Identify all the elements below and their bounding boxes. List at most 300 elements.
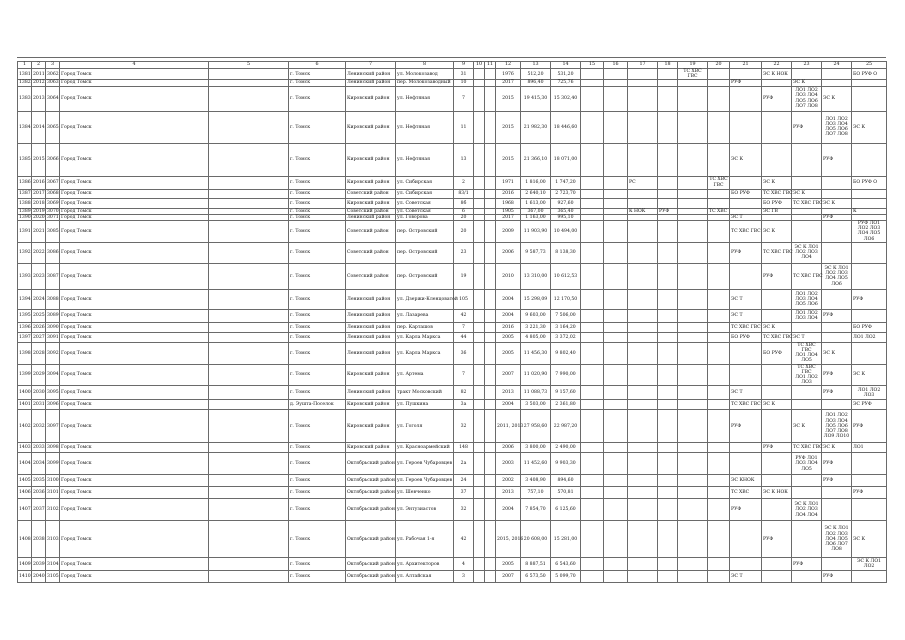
table-cell: 1968 xyxy=(496,198,521,208)
table-cell xyxy=(628,342,658,364)
table-cell xyxy=(474,309,485,322)
table-cell: Советский район xyxy=(346,189,396,198)
table-cell xyxy=(730,342,762,364)
table-cell: ул. Героев Чубаровцев xyxy=(396,475,454,487)
table-cell: 1392 xyxy=(18,242,32,263)
column-header-9: 9 xyxy=(454,62,474,69)
table-cell xyxy=(762,499,792,521)
table-cell xyxy=(730,69,762,80)
table-cell: ул. Сибирская xyxy=(396,189,454,198)
table-row xyxy=(18,309,887,322)
table-cell: 1391 xyxy=(18,221,32,243)
table-cell xyxy=(658,263,678,289)
table-cell: ТС ХВС ГВС xyxy=(762,242,792,263)
table-cell: 3 164,20 xyxy=(551,322,581,332)
table-row xyxy=(18,242,887,263)
table-cell: 1383 xyxy=(18,86,32,111)
table-cell: 3071 xyxy=(47,214,59,220)
table-cell xyxy=(658,453,678,475)
table-cell: 2002 xyxy=(496,475,521,487)
table-cell xyxy=(209,176,289,189)
table-cell: ЭС К xyxy=(822,342,852,364)
table-cell xyxy=(678,571,708,583)
table-cell: 15 302,40 xyxy=(551,86,581,111)
table-cell: ТС ХВС xyxy=(708,208,730,214)
table-cell: 2 723,70 xyxy=(551,189,581,198)
table-cell: 1395 xyxy=(18,309,32,322)
table-cell: РУФ xyxy=(822,386,852,400)
table-cell xyxy=(474,86,485,111)
table-cell: Город Томск xyxy=(60,558,209,571)
table-cell xyxy=(604,242,628,263)
table-cell: Город Томск xyxy=(60,571,209,583)
table-cell xyxy=(852,342,887,364)
table-cell xyxy=(658,487,678,499)
table-cell: 42 xyxy=(454,309,474,322)
table-cell: Ленинский район xyxy=(346,332,396,342)
table-cell xyxy=(604,475,628,487)
table-row xyxy=(18,475,887,487)
table-cell: 367,00 xyxy=(521,208,551,214)
table-cell: Город Томск xyxy=(60,309,209,322)
table-cell: 2035 xyxy=(32,475,46,487)
table-cell: Кировский район xyxy=(346,176,396,189)
table-cell: 1 816,00 xyxy=(521,176,551,189)
table-cell: 1382 xyxy=(19,80,31,86)
table-cell xyxy=(708,322,730,332)
table-cell: г. Томск xyxy=(289,176,346,189)
table-row xyxy=(18,322,887,332)
table-cell: 42 xyxy=(454,521,474,558)
table-cell: 3097 xyxy=(46,410,60,443)
table-cell: 6 125,60 xyxy=(551,499,581,521)
table-cell: ТС ХВС ГВС xyxy=(792,263,822,289)
table-cell: РС xyxy=(628,176,658,189)
table-cell xyxy=(708,558,730,571)
table-cell: 2022 xyxy=(32,242,46,263)
table-cell xyxy=(852,198,887,208)
table-cell: 1386 xyxy=(18,176,32,189)
table-cell: 1407 xyxy=(18,499,32,521)
table-cell: Кировский район xyxy=(346,410,396,443)
table-cell: 4 xyxy=(454,558,474,571)
table-body xyxy=(18,69,887,583)
table-cell: 13 310,00 xyxy=(521,263,551,289)
table-cell: Город Томск xyxy=(60,453,209,475)
table-cell: 24 xyxy=(454,475,474,487)
table-cell xyxy=(678,400,708,410)
column-header-2: 2 xyxy=(32,62,46,69)
table-cell xyxy=(209,221,289,243)
table-cell: 3063 xyxy=(47,80,59,86)
column-header-21: 21 xyxy=(730,62,762,69)
table-cell: 18 446,60 xyxy=(551,111,581,143)
table-cell: 10 494,00 xyxy=(551,221,581,243)
table-cell: РУФ xyxy=(822,475,852,487)
table-cell xyxy=(762,475,792,487)
table-cell xyxy=(708,242,730,263)
table-cell xyxy=(708,443,730,453)
table-cell xyxy=(628,69,658,80)
table-cell: г. Томск xyxy=(289,487,346,499)
table-cell xyxy=(485,86,496,111)
table-cell: г. Томск xyxy=(289,364,346,386)
table-cell: ЭС К xyxy=(852,111,887,143)
table-cell xyxy=(822,289,852,309)
table-cell: 2013 xyxy=(496,487,521,499)
table-cell: К НОК xyxy=(628,208,658,214)
table-cell xyxy=(658,69,678,80)
table-cell xyxy=(604,221,628,243)
table-cell: РУФ ЛО1 ЛО3 ЛО4 ЛО5 xyxy=(792,453,822,475)
table-cell: 3068 xyxy=(46,189,60,198)
table-cell xyxy=(792,143,822,176)
table-cell xyxy=(708,364,730,386)
table-cell xyxy=(762,364,792,386)
table-cell xyxy=(852,263,887,289)
table-cell xyxy=(209,289,289,309)
table-cell: 9 802,40 xyxy=(551,342,581,364)
table-cell: г. Томск xyxy=(289,453,346,475)
table-cell: 7 990,00 xyxy=(551,364,581,386)
table-cell xyxy=(485,263,496,289)
table-cell xyxy=(852,475,887,487)
table-cell: ЭС К ЛО1 ЛО2 ЛО3 ЛО4 ЛО5 ЛО6 ЛО7 ЛО8 xyxy=(822,521,852,558)
table-cell: Ленинский район xyxy=(346,289,396,309)
table-cell xyxy=(628,400,658,410)
table-cell: г. Томск xyxy=(289,208,346,214)
table-cell: 2024 xyxy=(32,289,46,309)
table-cell xyxy=(658,189,678,198)
table-cell: Ленинский район xyxy=(346,342,396,364)
table-cell xyxy=(678,443,708,453)
table-cell: 3 221,30 xyxy=(521,322,551,332)
column-header-5: 5 xyxy=(209,62,289,69)
table-cell: ЛО1 ЛО2 ЛО3 ЛО4 ЛО5 ЛО6 ЛО7 ЛО8 ЛО9 ЛО10 xyxy=(822,410,852,443)
table-cell xyxy=(792,475,822,487)
table-cell xyxy=(678,198,708,208)
table-cell: 512,20 xyxy=(521,69,551,80)
table-cell: 23 xyxy=(454,242,474,263)
table-cell: 3091 xyxy=(46,332,60,342)
table-cell: 2007 xyxy=(496,571,521,583)
table-cell: пер. Островский xyxy=(396,221,454,243)
table-cell: 2005 xyxy=(496,342,521,364)
table-cell: 32 xyxy=(454,410,474,443)
table-cell: 1381 xyxy=(18,69,32,80)
table-cell: 757,10 xyxy=(521,487,551,499)
table-row xyxy=(18,289,887,309)
table-cell: ЭС К xyxy=(762,221,792,243)
table-cell xyxy=(474,69,485,80)
table-cell: 3066 xyxy=(46,143,60,176)
table-cell: 2030 xyxy=(32,386,46,400)
column-header-4: 4 xyxy=(60,62,209,69)
table-cell: 9 157,60 xyxy=(551,386,581,400)
table-cell: 8 887,51 xyxy=(521,558,551,571)
table-cell: Октябрьский район xyxy=(346,521,396,558)
table-cell: пер. Карташов xyxy=(396,322,454,332)
table-cell xyxy=(822,242,852,263)
table-cell xyxy=(209,499,289,521)
column-header-18: 18 xyxy=(658,62,678,69)
table-cell xyxy=(852,571,887,583)
table-cell xyxy=(485,309,496,322)
table-cell xyxy=(628,499,658,521)
table-cell xyxy=(581,487,604,499)
table-cell: ЭС Т xyxy=(730,386,762,400)
table-cell: Город Томск xyxy=(60,69,209,80)
table-cell xyxy=(604,558,628,571)
table-cell xyxy=(474,400,485,410)
table-cell xyxy=(730,453,762,475)
table-cell xyxy=(474,111,485,143)
table-cell xyxy=(581,322,604,332)
table-cell: ЭС К xyxy=(762,322,792,332)
table-row xyxy=(18,453,887,475)
column-header-23: 23 xyxy=(792,62,822,69)
table-cell: 2 640,10 xyxy=(521,189,551,198)
table-cell xyxy=(604,143,628,176)
table-header xyxy=(18,62,887,69)
table-cell: 20 xyxy=(454,214,474,220)
table-cell xyxy=(628,289,658,309)
table-cell: 1389 xyxy=(19,208,31,214)
table-cell xyxy=(792,400,822,410)
table-cell xyxy=(658,521,678,558)
table-cell xyxy=(604,69,628,80)
table-cell xyxy=(730,198,762,208)
table-cell xyxy=(730,364,762,386)
table-cell: ЭС К xyxy=(792,80,822,86)
table-cell xyxy=(822,69,852,80)
table-cell xyxy=(762,143,792,176)
table-cell: 3100 xyxy=(46,475,60,487)
table-cell xyxy=(604,189,628,198)
table-cell xyxy=(209,571,289,583)
table-cell: 2004 xyxy=(496,289,521,309)
table-cell: ЛО1 ЛО2 ЛО3 ЛО4 ЛО5 ЛО6 xyxy=(792,289,822,309)
table-cell: 3089 xyxy=(46,309,60,322)
table-cell xyxy=(708,400,730,410)
table-cell: Ленинский район xyxy=(346,309,396,322)
table-cell xyxy=(485,475,496,487)
table-cell xyxy=(708,342,730,364)
table-cell xyxy=(628,143,658,176)
table-cell: 1400 xyxy=(18,386,32,400)
table-cell: Кировский район xyxy=(346,400,396,410)
table-cell xyxy=(792,487,822,499)
table-cell xyxy=(581,364,604,386)
table-cell: 1387 xyxy=(18,189,32,198)
table-cell: ул. Карла Маркса xyxy=(396,332,454,342)
table-cell xyxy=(678,558,708,571)
table-cell: 3098 xyxy=(46,443,60,453)
table-cell: 531,20 xyxy=(551,69,581,80)
table-cell xyxy=(485,332,496,342)
table-cell xyxy=(604,198,628,208)
table-cell xyxy=(485,400,496,410)
table-cell xyxy=(485,499,496,521)
table-row xyxy=(18,176,887,189)
table-cell: Город Томск xyxy=(60,143,209,176)
table-cell xyxy=(604,289,628,309)
table-cell: 1396 xyxy=(18,322,32,332)
table-cell xyxy=(658,410,678,443)
table-cell xyxy=(678,189,708,198)
table-cell xyxy=(581,400,604,410)
table-cell: 3а xyxy=(454,400,474,410)
table-cell: 1 613,00 xyxy=(521,198,551,208)
table-cell xyxy=(730,443,762,453)
table-cell xyxy=(658,86,678,111)
column-header-16: 16 xyxy=(604,62,628,69)
table-cell xyxy=(708,475,730,487)
table-cell xyxy=(628,443,658,453)
table-cell: г. Томск xyxy=(289,214,346,220)
table-cell xyxy=(708,571,730,583)
table-cell xyxy=(474,332,485,342)
table-cell: БО РУФ О xyxy=(852,176,887,189)
table-cell: ЭС К ЛО1 ЛО2 ЛО3 ЛО4 ЛО4 xyxy=(792,499,822,521)
table-cell: 2006 xyxy=(496,443,521,453)
table-cell: 7 854,70 xyxy=(521,499,551,521)
column-header-24: 24 xyxy=(822,62,852,69)
table-cell xyxy=(730,111,762,143)
table-cell: Город Томск xyxy=(60,443,209,453)
table-cell xyxy=(730,263,762,289)
table-cell xyxy=(604,364,628,386)
table-cell: 3095 xyxy=(46,386,60,400)
table-cell xyxy=(485,521,496,558)
table-cell xyxy=(708,69,730,80)
table-cell: 2005 xyxy=(496,558,521,571)
table-cell xyxy=(678,289,708,309)
table-cell: 2013 xyxy=(496,386,521,400)
table-cell xyxy=(822,221,852,243)
table-cell: 2015 xyxy=(496,86,521,111)
table-cell xyxy=(628,453,658,475)
table-cell xyxy=(604,453,628,475)
table-cell: РУФ xyxy=(730,499,762,521)
table-cell: 2031 xyxy=(32,400,46,410)
table-cell xyxy=(581,263,604,289)
table-cell xyxy=(708,309,730,322)
table-cell xyxy=(209,487,289,499)
table-cell xyxy=(209,198,289,208)
table-cell xyxy=(604,400,628,410)
table-cell: 894,60 xyxy=(551,475,581,487)
header-row xyxy=(18,62,887,69)
table-cell: 2013 xyxy=(32,86,46,111)
table-cell xyxy=(822,332,852,342)
table-cell: РУФ xyxy=(762,86,792,111)
table-cell xyxy=(852,499,887,521)
table-cell: г. Томск xyxy=(289,571,346,583)
table-cell xyxy=(852,189,887,198)
table-cell: 5 099,70 xyxy=(551,571,581,583)
table-cell xyxy=(581,221,604,243)
table-cell xyxy=(485,342,496,364)
column-header-20: 20 xyxy=(708,62,730,69)
table-cell: 11 xyxy=(454,111,474,143)
table-cell xyxy=(658,400,678,410)
table-cell xyxy=(604,322,628,332)
table-cell xyxy=(658,198,678,208)
table-cell xyxy=(209,263,289,289)
table-cell xyxy=(678,487,708,499)
table-cell xyxy=(604,332,628,342)
table-cell xyxy=(209,86,289,111)
table-cell: ЭС К xyxy=(852,521,887,558)
column-header-15: 15 xyxy=(581,62,604,69)
table-cell xyxy=(474,364,485,386)
table-cell: 3094 xyxy=(46,364,60,386)
table-cell xyxy=(678,386,708,400)
table-cell: ТС ХВС ГВС xyxy=(762,332,792,342)
table-cell xyxy=(628,111,658,143)
table-cell xyxy=(209,558,289,571)
table-cell: ул. Архитекторов xyxy=(396,558,454,571)
table-cell: 1398 xyxy=(18,342,32,364)
table-cell: РУФ xyxy=(852,487,887,499)
table-top-rule xyxy=(17,57,886,58)
table-cell xyxy=(628,242,658,263)
table-row xyxy=(18,198,887,208)
table-cell: 27 958,60 xyxy=(521,410,551,443)
table-cell: 2017 xyxy=(496,80,521,86)
table-cell: К xyxy=(852,208,887,214)
table-cell: ЭС К ЛО1 ЛО2 ЛО3 ЛО4 xyxy=(792,242,822,263)
table-row xyxy=(18,386,887,400)
table-cell: 2004 xyxy=(496,499,521,521)
table-cell xyxy=(581,410,604,443)
table-cell: ТС ХВС ГВС xyxy=(709,177,728,188)
table-cell xyxy=(474,143,485,176)
table-cell xyxy=(604,410,628,443)
table-cell: 1402 xyxy=(18,410,32,443)
table-cell xyxy=(209,400,289,410)
table-cell: ул. Рабочая 1-я xyxy=(396,521,454,558)
table-row xyxy=(18,263,887,289)
table-cell xyxy=(581,176,604,189)
table-cell: 21 366,10 xyxy=(521,143,551,176)
table-cell: Город Томск xyxy=(60,176,209,189)
table-cell xyxy=(852,242,887,263)
table-cell: 21 982,30 xyxy=(521,111,551,143)
table-cell xyxy=(604,521,628,558)
table-cell: 2027 xyxy=(32,332,46,342)
table-cell: 11 452,60 xyxy=(521,453,551,475)
table-cell: Советский район xyxy=(346,263,396,289)
table-cell: 2028 xyxy=(32,342,46,364)
table-cell xyxy=(628,221,658,243)
table-cell xyxy=(209,342,289,364)
table-cell: 1404 xyxy=(18,453,32,475)
table-row xyxy=(18,521,887,558)
table-cell: 4 805,00 xyxy=(521,332,551,342)
table-cell: 83/1 xyxy=(454,189,474,198)
table-cell xyxy=(581,332,604,342)
table-cell: 3069 xyxy=(46,198,60,208)
table-cell xyxy=(485,322,496,332)
table-cell: 995,10 xyxy=(551,214,581,220)
table-cell xyxy=(485,176,496,189)
table-cell xyxy=(708,410,730,443)
table-cell: Кировский район xyxy=(346,443,396,453)
table-cell: Ленинский район xyxy=(346,214,396,220)
table-cell xyxy=(485,364,496,386)
